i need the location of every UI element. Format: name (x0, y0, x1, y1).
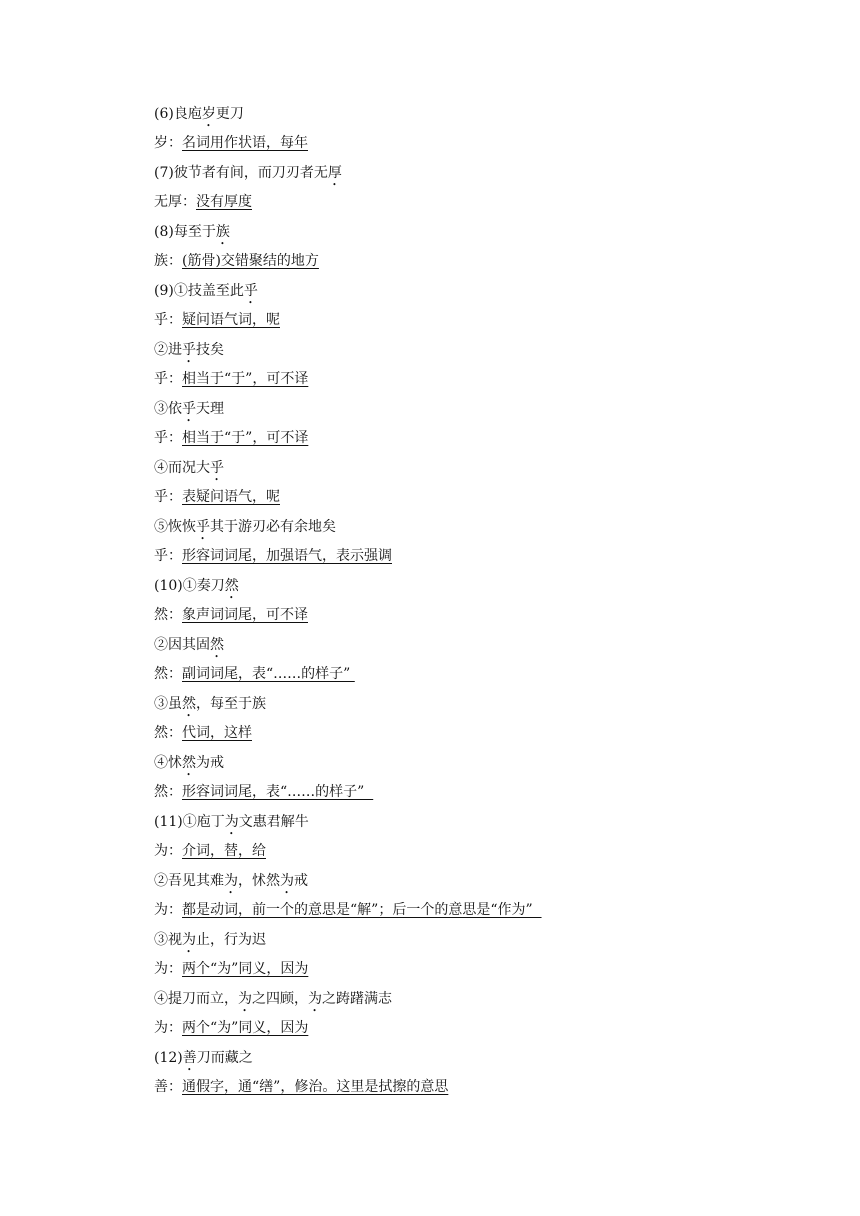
answer-line-9-4 (154, 486, 280, 508)
answer-key: 为： (154, 902, 182, 918)
answer-line-10-1 (154, 604, 308, 626)
answer-key: 乎： (154, 312, 182, 328)
question-line-9-4 (154, 457, 224, 479)
emphasized-char: 乎 (210, 460, 224, 476)
question-line-10-3 (154, 693, 266, 715)
question-line-12 (154, 1047, 253, 1069)
answer-text: 名词用作状语，每年 (182, 135, 308, 151)
emphasized-char: 为 (224, 873, 238, 889)
question-text: ④提刀而立， (154, 991, 238, 1007)
question-line-9-2 (154, 339, 224, 361)
answer-key: 乎： (154, 489, 182, 505)
question-text: ④怵 (154, 755, 182, 771)
answer-key: 乎： (154, 548, 182, 564)
question-line-11-4 (154, 988, 392, 1010)
question-text: 技矣 (196, 342, 224, 358)
question-text: ，每至于族 (196, 696, 266, 712)
question-text: 戒 (294, 873, 308, 889)
answer-text: 副词词尾，表“……的样子” (182, 666, 355, 682)
answer-key: 为： (154, 1020, 182, 1036)
answer-key: 乎： (154, 430, 182, 446)
answer-line-7 (154, 191, 252, 213)
emphasized-char: 岁 (201, 106, 216, 122)
emphasized-char: 然 (182, 696, 196, 712)
answer-text: 疑问语气词，呢 (182, 312, 280, 328)
question-line-11-3 (154, 929, 266, 951)
answer-text: 两个“为”同义，因为 (182, 961, 309, 977)
question-text: ②吾见其难 (154, 873, 224, 889)
question-line-11-2 (154, 870, 308, 892)
emphasized-char: 然 (210, 637, 224, 653)
answer-line-11-3 (154, 958, 308, 980)
answer-key: 然： (154, 725, 182, 741)
question-line-7 (154, 162, 342, 184)
emphasized-char: 厚 (327, 165, 342, 181)
question-text: ②进 (154, 342, 182, 358)
question-text: ③虽 (154, 696, 182, 712)
answer-text: 没有厚度 (196, 194, 252, 210)
question-text: (11)①庖丁 (154, 814, 225, 830)
question-line-10-1 (154, 575, 239, 597)
emphasized-char: 乎 (243, 283, 258, 299)
question-text: ⑤恢恢 (154, 519, 196, 535)
question-text: ③视 (154, 932, 182, 948)
question-text: (7)彼节者有间，而刀刃者无 (154, 165, 328, 181)
question-text: (6)良庖 (154, 106, 202, 122)
question-text: ②因其固 (154, 637, 210, 653)
emphasized-char: 善 (182, 1050, 197, 1066)
emphasized-char: 为 (182, 932, 196, 948)
answer-line-8 (154, 250, 319, 272)
question-line-8 (154, 221, 230, 243)
question-text: ④而况大 (154, 460, 210, 476)
answer-text: (筋骨)交错聚结的地方 (182, 253, 319, 269)
answer-text: 代词，这样 (182, 725, 252, 741)
answer-line-9-3 (154, 427, 308, 449)
question-text: 之四顾， (252, 991, 308, 1007)
answer-line-6 (154, 132, 308, 154)
answer-text: 都是动词，前一个的意思是“解”；后一个的意思是“作为” (182, 902, 542, 918)
question-text: 为戒 (196, 755, 224, 771)
question-line-9-5 (154, 516, 336, 538)
emphasized-char: 乎 (182, 342, 196, 358)
question-text: 更刀 (215, 106, 244, 122)
question-text: 文惠君解牛 (238, 814, 309, 830)
answer-key: 为： (154, 843, 182, 859)
answer-key: 无厚： (154, 194, 196, 210)
answer-key: 岁： (154, 135, 182, 151)
emphasized-char: 乎 (182, 401, 196, 417)
emphasized-char: 为 (238, 991, 252, 1007)
answer-key: 为： (154, 961, 182, 977)
answer-line-11-2 (154, 899, 542, 921)
answer-key: 族： (154, 253, 182, 269)
answer-text: 介词，替，给 (182, 843, 266, 859)
answer-key: 然： (154, 666, 182, 682)
answer-line-11-4 (154, 1017, 308, 1039)
answer-text: 相当于“于”，可不译 (182, 371, 309, 387)
answer-line-10-4 (154, 781, 373, 803)
question-text: (9)①技盖至此 (154, 283, 244, 299)
question-text: (10)①奏刀 (154, 578, 225, 594)
question-line-9-3 (154, 398, 224, 420)
question-text: 之踌躇满志 (322, 991, 392, 1007)
answer-line-10-3 (154, 722, 252, 744)
answer-key: 善： (154, 1079, 182, 1095)
question-text: 止，行为迟 (196, 932, 266, 948)
question-text: (12) (154, 1050, 183, 1066)
answer-text: 象声词词尾，可不译 (182, 607, 308, 623)
emphasized-char: 然 (182, 755, 196, 771)
answer-text: 形容词词尾，表“……的样子” (182, 784, 374, 800)
question-line-6 (154, 103, 244, 125)
question-line-9-1 (154, 280, 258, 302)
answer-line-9-2 (154, 368, 308, 390)
answer-text: 表疑问语气，呢 (182, 489, 280, 505)
emphasized-char: 为 (308, 991, 322, 1007)
answer-line-10-2 (154, 663, 355, 685)
emphasized-char: 乎 (196, 519, 210, 535)
answer-line-12 (154, 1076, 448, 1098)
question-line-10-2 (154, 634, 224, 656)
answer-line-9-1 (154, 309, 280, 331)
question-text: 其于游刃必有余地矣 (210, 519, 336, 535)
question-text: (8)每至于 (154, 224, 216, 240)
emphasized-char: 然 (224, 578, 239, 594)
answer-text: 通假字，通“缮”，修治。这里是拭擦的意思 (182, 1079, 449, 1095)
answer-key: 乎： (154, 371, 182, 387)
answer-text: 形容词词尾，加强语气，表示强调 (182, 548, 392, 564)
answer-key: 然： (154, 784, 182, 800)
emphasized-char: 为 (224, 814, 239, 830)
question-line-11-1 (154, 811, 309, 833)
answer-key: 然： (154, 607, 182, 623)
question-text: 天理 (196, 401, 224, 417)
emphasized-char: 为 (280, 873, 294, 889)
answer-text: 相当于“于”，可不译 (182, 430, 309, 446)
emphasized-char: 族 (215, 224, 230, 240)
answer-text: 两个“为”同义，因为 (182, 1020, 309, 1036)
question-text: 刀而藏之 (196, 1050, 253, 1066)
answer-line-11-1 (154, 840, 266, 862)
question-text: ③依 (154, 401, 182, 417)
answer-line-9-5 (154, 545, 392, 567)
question-text: ，怵然 (238, 873, 280, 889)
question-line-10-4 (154, 752, 224, 774)
